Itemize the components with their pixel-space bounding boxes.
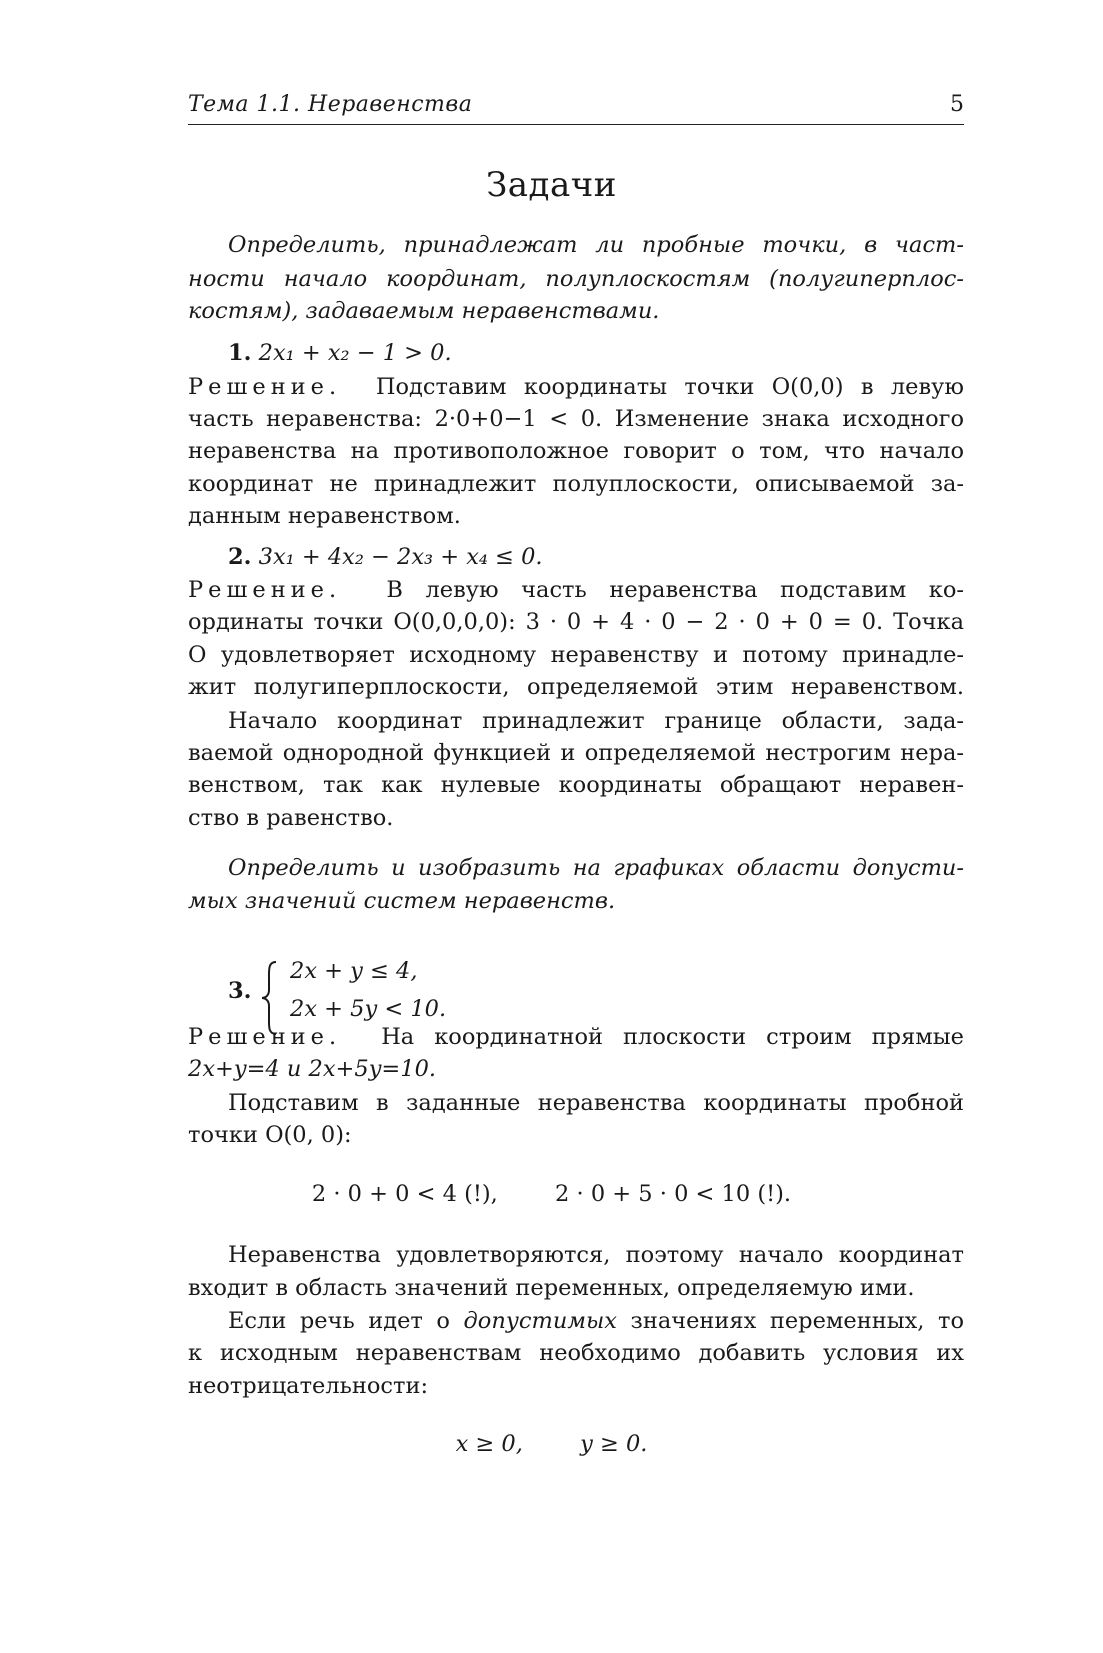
paragraph-line: точки O(0, 0): bbox=[188, 1122, 352, 1148]
solution-label: Решение. bbox=[188, 374, 342, 400]
paragraph-line: венством, так как нулевые координаты обращают нерaвен- bbox=[188, 772, 964, 798]
solution-line: часть неравенства: 2·0+0−1 < 0. Изменение знака исходного bbox=[188, 406, 964, 432]
running-title: Тема 1.1. Неравенства bbox=[188, 92, 473, 117]
solution-line: координат не принадлежит полуплоскости, описываемой за- bbox=[188, 471, 964, 497]
paragraph-text: Если речь идет о bbox=[228, 1308, 464, 1334]
paragraph-line: ство в равенство. bbox=[188, 805, 394, 831]
paragraph-text: значениях переменных, то bbox=[617, 1308, 964, 1334]
emphasized-word: допустимых bbox=[463, 1308, 617, 1334]
solution-line: жит полугиперплоскости, определяемой этим неравенством. bbox=[188, 674, 964, 700]
problem-1-statement bbox=[228, 340, 452, 366]
instruction-line: Определить, принадлежат ли пробные точки, в част- bbox=[228, 232, 964, 258]
solution-line bbox=[188, 577, 964, 603]
solution-line: ординаты точки O(0,0,0,0): 3 · 0 + 4 · 0 − 2 · 0 + 0 = 0. Точка bbox=[188, 609, 964, 635]
problem-formula: 3x₁ + 4x₂ − 2x₃ + x₄ ≤ 0. bbox=[258, 544, 543, 570]
system-inequality-1: 2x + y ≤ 4, bbox=[290, 958, 418, 984]
system-inequality-2: 2x + 5y < 10. bbox=[290, 996, 447, 1022]
paragraph-line: Неравенства удовлетворяются, поэтому начало координат bbox=[228, 1242, 964, 1268]
instruction-line: мых значений систем неравенств. bbox=[188, 888, 616, 914]
solution-text: На координатной плоскости строим прямые bbox=[381, 1024, 964, 1050]
solution-label: Решение. bbox=[188, 1024, 342, 1050]
paragraph-line: входит в область значений переменных, определяемую ими. bbox=[188, 1275, 915, 1301]
solution-line: 2x+y=4 и 2x+5y=10. bbox=[188, 1056, 437, 1082]
paragraph-line: ваемой однородной функцией и определяемой нестрогим нера- bbox=[188, 740, 964, 766]
problem-number: 2. bbox=[228, 544, 252, 570]
paragraph-line: к исходным неравенствам необходимо добавить условия их bbox=[188, 1340, 964, 1366]
solution-text: Подставим координаты точки O(0,0) в левую bbox=[375, 374, 964, 400]
solution-label: Решение. bbox=[188, 577, 342, 603]
instruction-line: ности начало координат, полуплоскостям (полугиперплос- bbox=[188, 266, 964, 292]
solution-line bbox=[188, 1024, 964, 1050]
paragraph-line: Подставим в заданные неравенства координаты пробной bbox=[228, 1090, 964, 1116]
paragraph-line bbox=[228, 1308, 964, 1334]
problem-number: 1. bbox=[228, 340, 252, 366]
problem-number: 3. bbox=[228, 978, 252, 1004]
problem-formula: 2x₁ + x₂ − 1 > 0. bbox=[258, 340, 452, 366]
display-equation: 2 · 0 + 0 < 4 (!), 2 · 0 + 5 · 0 < 10 (!). bbox=[311, 1181, 792, 1207]
section-title: Задачи bbox=[486, 165, 617, 205]
solution-line: O удовлетворяет исходному неравенству и потому принадле- bbox=[188, 642, 964, 668]
instruction-line: Определить и изобразить на графиках области допусти- bbox=[228, 855, 964, 881]
running-header bbox=[188, 88, 964, 125]
instruction-line: костям), задаваемым неравенствами. bbox=[188, 298, 660, 324]
problem-2-statement bbox=[228, 544, 543, 570]
solution-text: В левую часть неравенства подставим ко- bbox=[386, 577, 964, 603]
solution-line: неравенства на противоположное говорит о том, что начало bbox=[188, 438, 964, 464]
paragraph-line: неотрицательности: bbox=[188, 1373, 429, 1399]
paragraph-line: Начало координат принадлежит границе области, зада- bbox=[228, 708, 964, 734]
page-number: 5 bbox=[950, 92, 964, 117]
final-equation: x ≥ 0, y ≥ 0. bbox=[455, 1431, 648, 1457]
solution-line: данным неравенством. bbox=[188, 503, 461, 529]
solution-line bbox=[188, 374, 964, 400]
